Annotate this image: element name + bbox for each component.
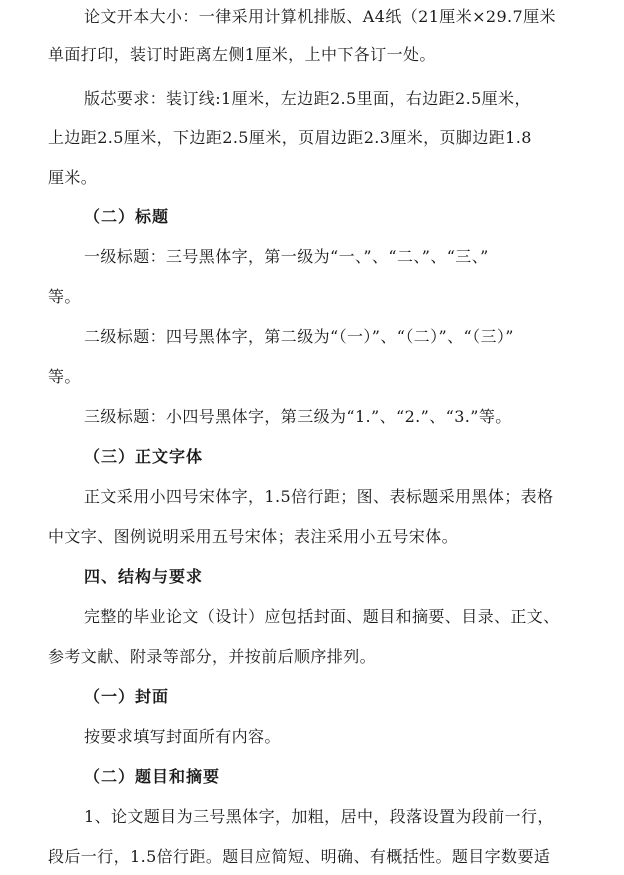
- structure-line-1: 完整的毕业论文（设计）应包括封面、题目和摘要、目录、正文、: [84, 607, 560, 626]
- margins-line-2: 上边距2.5厘米，下边距2.5厘米，页眉边距2.3厘米，页脚边距1.8: [48, 128, 532, 147]
- paper-size-line-1: 论文开本大小：一律采用计算机排版、A4纸（21厘米×29.7厘米: [84, 7, 556, 26]
- level1-heading-line-1: 一级标题：三号黑体字，第一级为“一、”、“二、”、“三、”: [84, 247, 489, 266]
- paper-size-line-2: 单面打印，装订时距离左侧1厘米，上中下各订一处。: [48, 45, 436, 64]
- margins-line-1: 版芯要求：装订线:1厘米，左边距2.5里面，右边距2.5厘米，: [84, 89, 531, 108]
- section-heading-title-abstract: （二）题目和摘要: [84, 767, 221, 786]
- level2-heading-line-2: 等。: [48, 367, 81, 386]
- body-font-line-1: 正文采用小四号宋体字，1.5倍行距；图、表标题采用黑体；表格: [84, 487, 554, 506]
- level2-heading-line-1: 二级标题：四号黑体字，第二级为“（一）”、“（二）”、“（三）”: [84, 327, 514, 346]
- section-heading-cover: （一）封面: [84, 687, 170, 706]
- structure-line-2: 参考文献、附录等部分，并按前后顺序排列。: [48, 647, 377, 666]
- section-heading-body-font: （三）正文字体: [84, 447, 204, 466]
- title-abstract-line-2: 段后一行，1.5倍行距。题目应简短、明确、有概括性。题目字数要适: [48, 847, 551, 866]
- level3-heading-line-1: 三级标题：小四号黑体字，第三级为“1.”、“2.”、“3.”等。: [84, 407, 512, 426]
- margins-line-3: 厘米。: [48, 168, 98, 187]
- cover-line-1: 按要求填写封面所有内容。: [84, 727, 281, 746]
- body-font-line-2: 中文字、图例说明采用五号宋体；表注采用小五号宋体。: [48, 527, 459, 546]
- section-heading-titles: （二）标题: [84, 207, 170, 226]
- level1-heading-line-2: 等。: [48, 287, 81, 306]
- section-heading-structure: 四、结构与要求: [84, 567, 204, 586]
- title-abstract-line-1: 1、论文题目为三号黑体字，加粗，居中，段落设置为段前一行，: [84, 807, 554, 826]
